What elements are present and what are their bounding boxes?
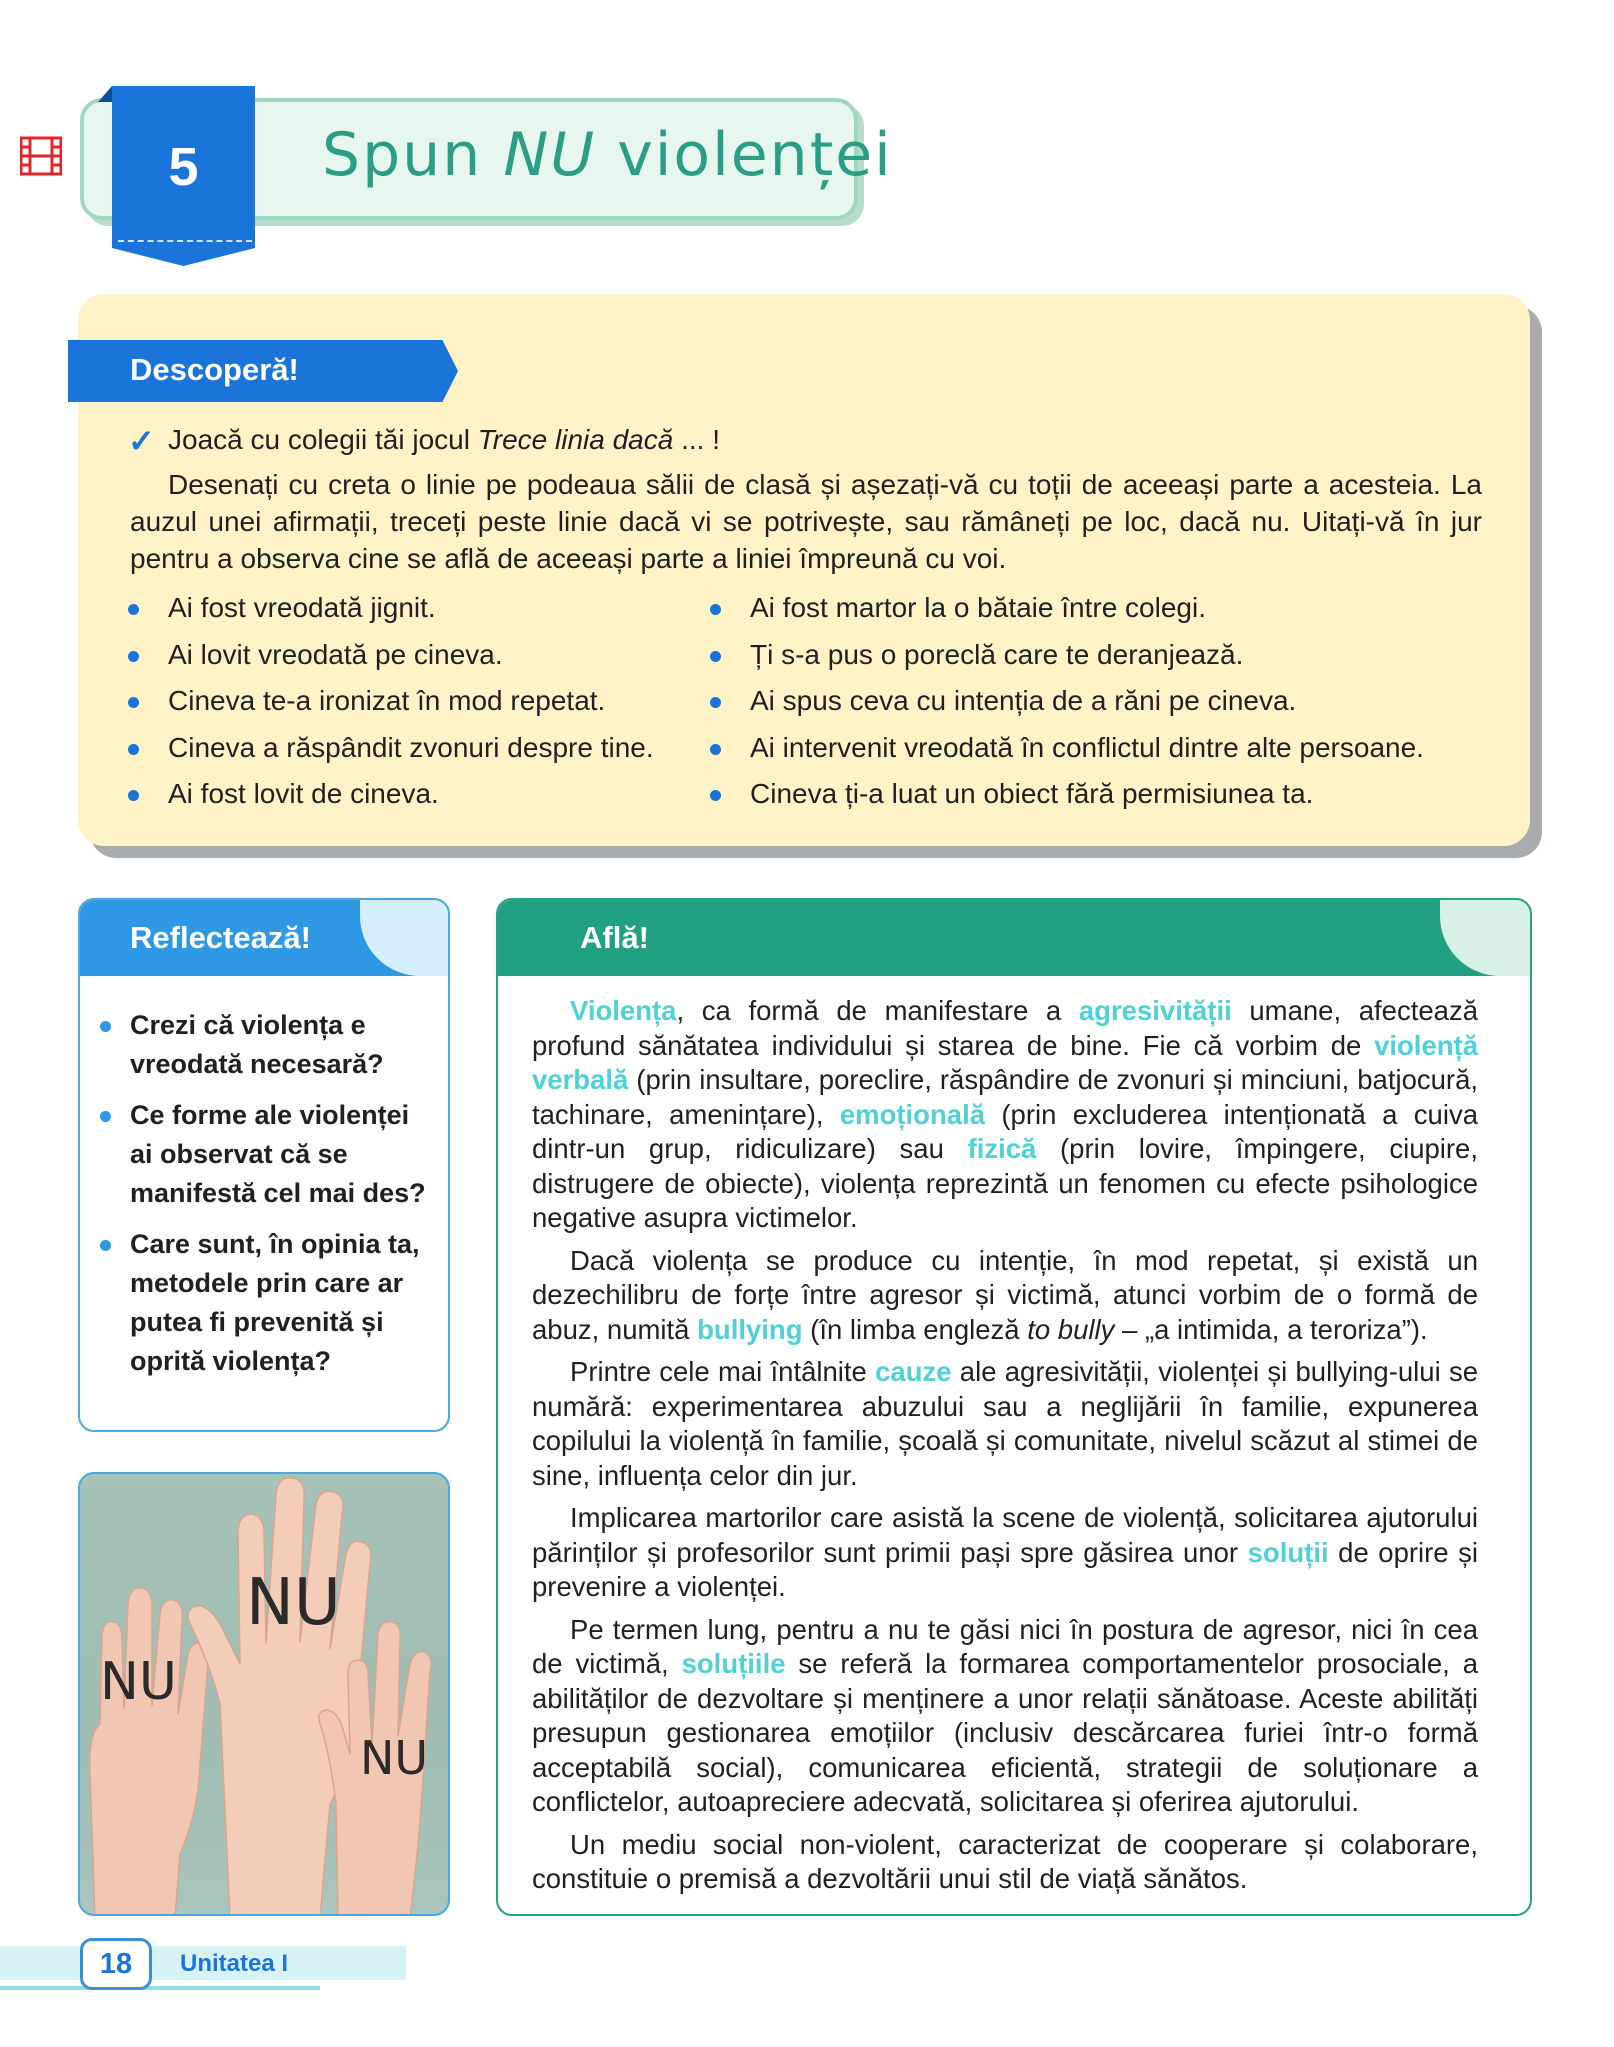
- learn-paragraph: Printre cele mai întâlnite cauze ale agresivității, violenței și bullying-ului se numără: experimentarea abuzului sau a neglijării în familie, expunerea copilului la violență în familie, școală și comunitate, nivelul scăzut al stimei de sine, influența celor din jur.: [532, 1356, 1478, 1491]
- reflect-question: Care sunt, în opinia ta, metodele prin care ar putea fi prevenită și oprită violența?: [100, 1225, 430, 1381]
- statement-item: Ai fost lovit de cineva.: [128, 776, 688, 823]
- key-term: agresivității: [1078, 995, 1232, 1026]
- key-term: bullying: [697, 1313, 803, 1345]
- statement-item: Cineva te-a ironizat în mod repetat.: [128, 683, 688, 730]
- film-icon: [20, 136, 62, 176]
- statement-item: Ai spus ceva cu intenția de a răni pe cineva.: [710, 683, 1510, 730]
- key-term: soluțiile: [681, 1648, 786, 1679]
- learn-paragraph: Dacă violența se produce cu intenție, în mod repetat, și există un dezechilibru de forțe între agresor și victimă, atunci vorbim de o formă de abuz, numită bullying (în limba engleză to bully – „a intimida, a teroriza”).: [532, 1244, 1478, 1345]
- learn-paragraph: Pe termen lung, pentru a nu te găsi nici în postura de agresor, nici în cea de victimă, soluțiile se referă la formarea comportamentelor prosociale, a abilităților de dezvoltare și menținere a unor relații sănătoase. Aceste abilități presupun gestionarea emoțiilor (inclusiv descărcarea furiei într-o formă acceptabilă social), comunicarea eficientă, strategii de soluționare a conflictelor, autoapreciere adecvată, solicitarea și oferirea ajutorului.: [532, 1613, 1479, 1817]
- statement-item: Ți s-a pus o poreclă care te deranjează.: [710, 637, 1510, 684]
- learn-paragraph: Un mediu social non-violent, caracterizat de cooperare și colaborare, constituie o premisă a dezvoltării unui stil de viață sănătos.: [532, 1828, 1478, 1894]
- lesson-number: 5: [168, 137, 199, 197]
- reflect-heading: Reflectează!: [130, 920, 311, 955]
- hand-label: NU: [246, 1566, 341, 1640]
- learn-body: [532, 994, 1478, 1905]
- key-term: soluții: [1247, 1536, 1329, 1568]
- statement-item: Ai fost vreodată jignit.: [128, 590, 688, 637]
- raised-hands-illustration: [80, 1474, 450, 1916]
- discover-heading: Descoperă!: [130, 352, 299, 387]
- check-icon: ✓: [128, 423, 155, 459]
- statement-item: Ai fost martor la o bătaie între colegi.: [710, 590, 1510, 637]
- key-term: violență verbală: [532, 1029, 1478, 1095]
- reflect-question: Ce forme ale violenței ai observat că se manifestă cel mai des?: [100, 1096, 430, 1213]
- reflect-question: Crezi că violența e vreodată necesară?: [100, 1006, 430, 1084]
- statement-item: Cineva ți-a luat un obiect fără permisiunea ta.: [710, 776, 1510, 823]
- statement-item: Ai lovit vreodată pe cineva.: [128, 637, 688, 684]
- key-term: Violența: [570, 995, 677, 1026]
- key-term: emoțională: [839, 1098, 986, 1130]
- statement-item: Ai intervenit vreodată în conflictul dintre alte persoane.: [710, 730, 1510, 777]
- learn-header: [498, 900, 1530, 976]
- learn-paragraph: Violența, ca formă de manifestare a agresivității umane, afectează profund sănătatea individului și starea de bine. Fie că vorbim de violență verbală (prin insultare, poreclire, răspândire de zvonuri și minciuni, batjocură, tachinare, amenințare), emoțională (prin excluderea intenționată a cuiva dintr-un grup, ridiculizare) sau fizică (prin lovire, împingere, ciupire, distrugere de obiecte), violența reprezintă un fenomen cu efecte psihologice negative asupra victimelor.: [532, 995, 1478, 1233]
- statement-item: Cineva a răspândit zvonuri despre tine.: [128, 730, 688, 777]
- hands-photo: [78, 1472, 450, 1916]
- learn-paragraph: Implicarea martorilor care asistă la scene de violență, solicitarea ajutorului părinților și profesorilor sunt primii pași spre găsirea unor soluții de oprire și prevenire a violenței.: [532, 1502, 1478, 1602]
- learn-heading: Află!: [580, 920, 649, 955]
- hand-label: NU: [360, 1731, 429, 1785]
- reflect-questions: [100, 1006, 430, 1393]
- lesson-title: Spun NU violenței: [322, 120, 893, 190]
- discover-paragraph: Desenați cu creta o linie pe podeaua sălii de clasă și așezați-vă cu toții de aceeași parte a acesteia. La auzul unei afirmații, treceți peste linie dacă vi se potrivește, sau rămâneți pe loc, dacă nu. Uitați-vă în jur pentru a observa cine se află de aceeași parte a liniei împreună cu voi.: [130, 469, 1482, 574]
- page-number: 18: [80, 1938, 152, 1990]
- hand-label: NU: [100, 1652, 177, 1712]
- statements-left: [128, 590, 688, 823]
- footer-rule: [0, 1986, 320, 1990]
- unit-label: Unitatea I: [180, 1950, 289, 1977]
- lesson-tab-stitch: [118, 240, 252, 242]
- key-term: cauze: [875, 1356, 952, 1387]
- key-term: fizică: [967, 1133, 1037, 1164]
- discover-instruction: Joacă cu colegii tăi jocul Trece linia dacă ... !: [168, 424, 720, 455]
- statements-right: [710, 590, 1510, 823]
